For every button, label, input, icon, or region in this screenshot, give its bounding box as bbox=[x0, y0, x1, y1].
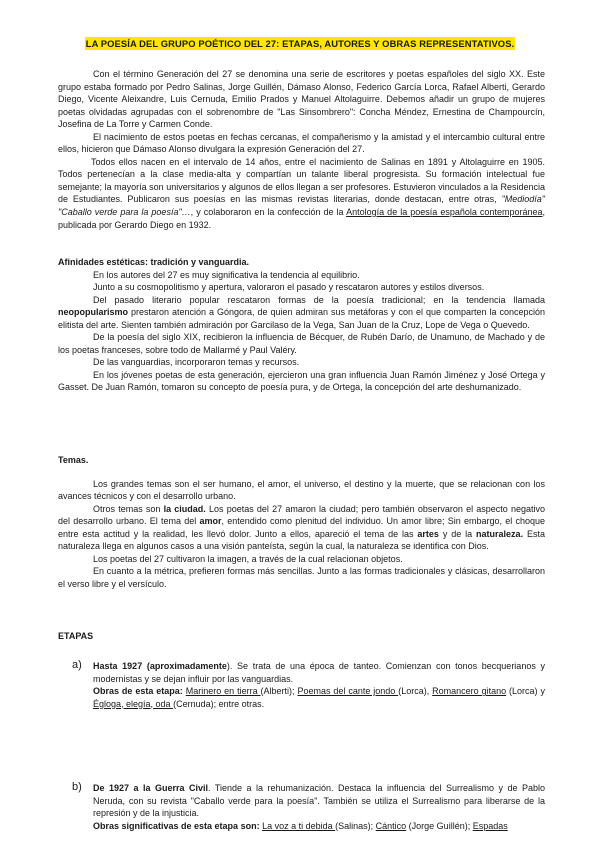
etapa-b-obras: Obras significativas de esta etapa son: La voz a ti debida (Salinas); Cántico (Jorge Guillén); Espadas bbox=[93, 820, 508, 831]
intro-paragraph-3: Todos ellos nacen en el intervalo de 14 años, entre el nacimiento de Salinas en 1891 y Altolaguirre en 1905. Todos pertenecían a la clase media-alta y compartían un talante liberal progresista. Su formación intelectual fue semejante; la mayoría son universitarios y algunos de ellos llegan a ser profesores. Estuvieron vinculados a la Residencia de Estudiantes. Publicaron sus poesías en las mismas revistas literarias, donde destacan, entre otras, "Mediodía" "Caballo verde para la poesía"…, y colaboraron en la confección de la Antología de la poesía española contemporánea, publicada por Gerardo Diego en 1932. bbox=[58, 156, 545, 230]
work-title: Cántico bbox=[375, 820, 407, 831]
afinidades-paragraph-5: De las vanguardias, incorporaron temas y recursos. bbox=[93, 357, 300, 368]
work-title: Poemas del cante jondo bbox=[297, 686, 399, 697]
afinidades-paragraph-2: Junto a su cosmopolitismo y apertura, valoraron el pasado y rescataron autores y estilos diversos. bbox=[93, 282, 485, 293]
temas-heading: Temas. bbox=[58, 455, 89, 465]
anthology-title: Antología de la poesía española contemporánea bbox=[346, 207, 543, 218]
title-highlight: LA POESÍA DEL GRUPO POÉTICO DEL 27: ETAPAS, AUTORES Y OBRAS REPRESENTATIVOS. bbox=[85, 38, 515, 49]
intro-section bbox=[58, 68, 545, 231]
afinidades-paragraph-4: De la poesía del siglo XIX, recibieron la influencia de Bécquer, de Rubén Darío, de Unamuno, de Machado y de los poetas franceses, sobre todo de Mallarmé y Paul Valéry. bbox=[58, 332, 545, 355]
etapa-a-description: Hasta 1927 (aproximadamente). Se trata de una época de tanteo. Comienzan con tonos becquerianos y modernistas y se dejan influir por las vanguardias. bbox=[93, 661, 545, 684]
afinidades-heading: Afinidades estéticas: tradición y vanguardia. bbox=[58, 257, 250, 267]
etapa-b-letter: b) bbox=[72, 781, 82, 794]
work-title: Marinero en tierra bbox=[185, 686, 261, 697]
etapa-b-description: De 1927 a la Guerra Civil. Tiende a la rehumanización. Destaca la influencia del Surrealismo y de Pablo Neruda, con su revista "Caballo verde para la poesía". También se utiliza el Surrealismo para liberarse de la represión y de la injusticia. bbox=[93, 783, 545, 819]
work-title: Égloga, elegía, oda bbox=[93, 698, 174, 709]
etapa-a-letter: a) bbox=[72, 659, 82, 671]
temas-paragraph-4: En cuanto a la métrica, prefieren formas más sencillas. Junto a las formas tradicionales y clásicas, desarrollaron el verso libre y el versículo. bbox=[58, 566, 545, 589]
etapa-b bbox=[56, 782, 545, 832]
afinidades-paragraph-1: En los autores del 27 es muy significativa la tendencia al equilibrio. bbox=[93, 269, 360, 280]
work-title: Romancero gitano bbox=[432, 686, 507, 697]
intro-paragraph-2: El nacimiento de estos poetas en fechas cercanas, el compañerismo y la amistad y el intercambio cultural entre ellos, hicieron que Dámaso Alonso divulgara la expresión Generación del 27. bbox=[58, 131, 545, 155]
intro-paragraph-1: Con el término Generación del 27 se denomina una serie de escritores y poetas españoles del siglo XX. Este grupo estaba formado por Pedro Salinas, Jorge Guillén, Dámaso Alonso, Federico García Lorca, Rafael Alberti, Gerardo Diego, Vicente Aleixandre, Luis Cernuda, Emilio Prados y Manuel Altolaguirre. Debemos añadir un grupo de mujeres poetas olvidadas agrupadas con el sobrenombre de "Las Sinsombrero": Concha Méndez, Ernestina de Champourcín, Josefina de La Torre y Carmen Conde. bbox=[58, 69, 545, 130]
temas-paragraph-1: Los grandes temas son el ser humano, el amor, el universo, el destino y la muerte, que se relacionan con los avances técnicos y con el desarrollo urbano. bbox=[58, 478, 545, 502]
afinidades-section bbox=[58, 256, 545, 394]
afinidades-paragraph-6: En los jóvenes poetas de esta generación, ejercieron una gran influencia Juan Ramón Jiménez y José Ortega y Gasset. De Juan Ramón, tomaron su concepto de poesía pura, y de Ortega, la concepción del arte deshumanizado. bbox=[58, 369, 545, 393]
afinidades-paragraph-3: Del pasado literario popular rescataron formas de la poesía tradicional; en la tendencia llamada neopopularismo prestaron atención a Góngora, de quien admiran sus metáforas y con el que comparten la concepción elitista del arte. Sienten también admiración por Garcilaso de la Vega, San Juan de la Cruz, Lope de Vega o Quevedo. bbox=[58, 294, 545, 330]
temas-paragraph-3: Los poetas del 27 cultivaron la imagen, a través de la cual relacionan objetos. bbox=[93, 553, 403, 564]
etapas-section bbox=[58, 630, 545, 643]
temas-paragraph-2: Otros temas son la ciudad. Los poetas del 27 amaron la ciudad; pero también observaron el aspecto negativo del desarrollo urbano. El tema del amor, entendido como plenitud del individuo. Un amor libre; Sin embargo, el choque entre esta actitud y la realidad, les llevó dolor. Junto a ellos, apareció el tema de las artes y de la naturaleza. Esta naturaleza llega en algunos casos a una visión panteísta, según la cual, la naturaleza se identifica con Dios. bbox=[58, 503, 545, 552]
temas-section bbox=[58, 454, 545, 590]
etapa-a bbox=[56, 660, 545, 710]
etapa-a-obras: Obras de esta etapa: Marinero en tierra (Alberti); Poemas del cante jondo (Lorca), Romancero gitano (Lorca) y Égloga, elegía, oda (Cernuda); entre otras. bbox=[93, 686, 545, 709]
work-title: Espadas bbox=[472, 820, 508, 831]
document-title bbox=[0, 34, 600, 52]
etapas-heading: ETAPAS bbox=[58, 631, 94, 641]
work-title: La voz a ti debida bbox=[262, 820, 336, 831]
